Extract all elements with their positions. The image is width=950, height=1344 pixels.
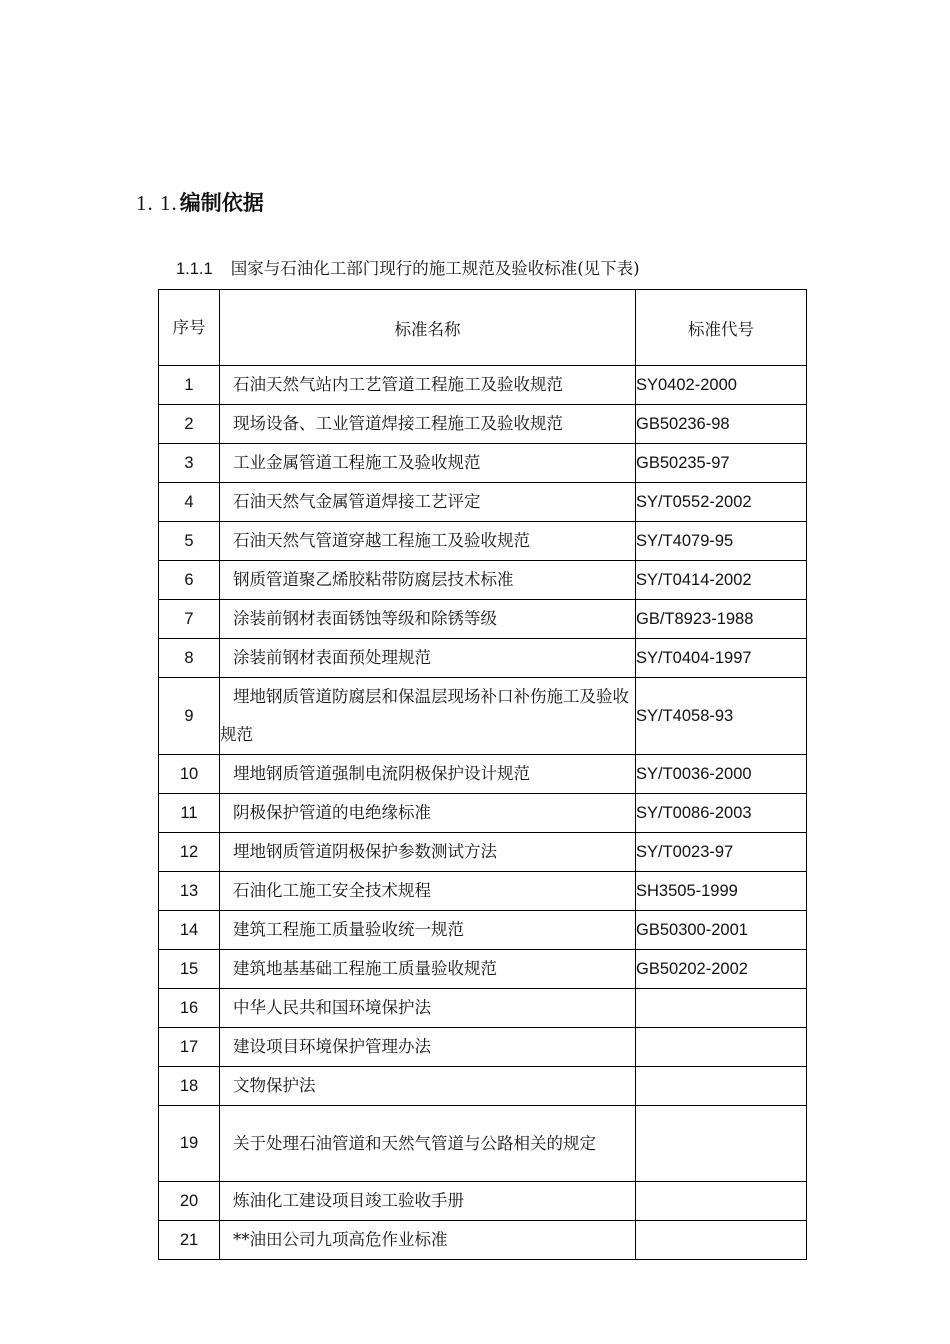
standard-name: 涂装前钢材表面锈蚀等级和除锈等级 [220,600,636,639]
subsection-text: 国家与石油化工部门现行的施工规范及验收标准(见下表) [230,259,640,278]
table-row [159,833,807,872]
table-row [159,989,807,1028]
row-number: 10 [159,755,220,794]
row-number: 18 [159,1067,220,1106]
section-heading [136,188,264,218]
standard-code: GB50300-2001 [636,911,807,950]
standard-name: 中华人民共和国环境保护法 [220,989,636,1028]
table-row [159,405,807,444]
row-number: 17 [159,1028,220,1067]
standard-code: SY/T0036-2000 [636,755,807,794]
standard-code [636,1028,807,1067]
header-code: 标准代号 [636,290,807,366]
standard-name: 埋地钢质管道强制电流阴极保护设计规范 [220,755,636,794]
standard-name: 石油天然气金属管道焊接工艺评定 [220,483,636,522]
standard-name: 关于处理石油管道和天然气管道与公路相关的规定 [220,1106,636,1182]
standard-name: 文物保护法 [220,1067,636,1106]
row-number: 15 [159,950,220,989]
standard-code [636,1067,807,1106]
standard-code: SH3505-1999 [636,872,807,911]
section-number: 1. 1. [136,191,178,215]
row-number: 14 [159,911,220,950]
row-number: 4 [159,483,220,522]
row-number: 11 [159,794,220,833]
subsection-number: 1.1.1 [176,260,213,278]
standard-code: SY/T0404-1997 [636,639,807,678]
table-row [159,483,807,522]
table-row [159,1221,807,1260]
row-number: 20 [159,1182,220,1221]
standard-name: 埋地钢质管道阴极保护参数测试方法 [220,833,636,872]
table-row [159,600,807,639]
header-name: 标准名称 [220,290,636,366]
standard-name: 石油天然气站内工艺管道工程施工及验收规范 [220,366,636,405]
row-number: 1 [159,366,220,405]
table-row [159,1028,807,1067]
subsection-heading [176,256,640,282]
standards-table [158,289,807,1260]
standard-code [636,989,807,1028]
standard-code: SY0402-2000 [636,366,807,405]
table-row [159,872,807,911]
standard-name: 埋地钢质管道防腐层和保温层现场补口补伤施工及验收规范 [220,678,636,755]
standard-name: 建筑地基基础工程施工质量验收规范 [220,950,636,989]
table-row [159,639,807,678]
standard-name: 涂装前钢材表面预处理规范 [220,639,636,678]
table-row [159,1106,807,1182]
standard-name: 现场设备、工业管道焊接工程施工及验收规范 [220,405,636,444]
table-row [159,366,807,405]
standard-name: 工业金属管道工程施工及验收规范 [220,444,636,483]
standard-code: SY/T4058-93 [636,678,807,755]
standard-name: **油田公司九项高危作业标准 [220,1221,636,1260]
row-number: 19 [159,1106,220,1182]
table-row [159,1182,807,1221]
standard-code [636,1221,807,1260]
table-row [159,561,807,600]
table-row [159,444,807,483]
table-header-row [159,290,807,366]
standard-name: 钢质管道聚乙烯胶粘带防腐层技术标准 [220,561,636,600]
standard-code: GB50202-2002 [636,950,807,989]
standard-name: 炼油化工建设项目竣工验收手册 [220,1182,636,1221]
row-number: 21 [159,1221,220,1260]
table-row [159,678,807,755]
standard-code [636,1106,807,1182]
row-number: 2 [159,405,220,444]
standard-code: SY/T0086-2003 [636,794,807,833]
section-title: 编制依据 [179,191,264,215]
row-number: 6 [159,561,220,600]
standard-code: SY/T0023-97 [636,833,807,872]
row-number: 12 [159,833,220,872]
row-number: 16 [159,989,220,1028]
standard-name: 建筑工程施工质量验收统一规范 [220,911,636,950]
standard-code: GB50236-98 [636,405,807,444]
row-number: 7 [159,600,220,639]
row-number: 8 [159,639,220,678]
standard-code: GB/T8923-1988 [636,600,807,639]
table-row [159,522,807,561]
standard-code: SY/T4079-95 [636,522,807,561]
table-row [159,1067,807,1106]
standard-code: GB50235-97 [636,444,807,483]
standard-name: 石油化工施工安全技术规程 [220,872,636,911]
table-row [159,755,807,794]
standard-name: 石油天然气管道穿越工程施工及验收规范 [220,522,636,561]
standard-code [636,1182,807,1221]
standard-code: SY/T0414-2002 [636,561,807,600]
row-number: 13 [159,872,220,911]
row-number: 9 [159,678,220,755]
row-number: 5 [159,522,220,561]
table-row [159,794,807,833]
row-number: 3 [159,444,220,483]
table-row [159,950,807,989]
table-row [159,911,807,950]
header-no: 序号 [159,290,220,366]
standard-code: SY/T0552-2002 [636,483,807,522]
standard-name: 建设项目环境保护管理办法 [220,1028,636,1067]
standard-name: 阴极保护管道的电绝缘标准 [220,794,636,833]
table-body [159,366,807,1260]
